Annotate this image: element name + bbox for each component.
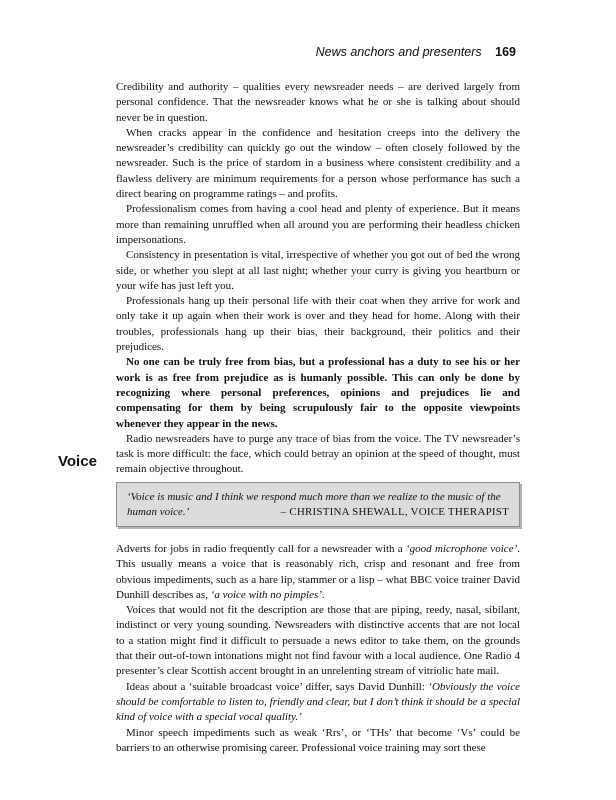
paragraph: Minor speech impediments such as weak ‘Rrs’, or ‘THs’ that become ‘Vs’ could be barriers to an otherwise promising career. Professional voice training may sort these [116,726,520,754]
running-header-title: News anchors and presenters [315,45,482,59]
quoted-phrase: ‘Obviously the voice should be comfortable to listen to, friendly and clear, but I don’t think it should be a special kind of voice with a special vocal quality.’ [116,680,520,724]
paragraph: Professionals hang up their personal life with their coat when they arrive for work and only take it up again when their work is over and they head for home. Along with their troubles, professionals hang up their bias, their background, their politics and their prejudices. [116,295,520,354]
body-text-bottom [116,542,520,756]
page-number: 169 [495,45,516,59]
section-heading: Voice [58,453,97,470]
text-run: Ideas about a ‘suitable broadcast voice’ differ, says David Dunhill: [126,680,429,693]
bold-paragraph: No one can be truly free from bias, but a professional has a duty to see his or her work is as free from prejudice as is humanly possible. This can only be done by recognizing where personal preferences, opinions and prejudices lie and compensating for them by being scrupulously fair to the opposite viewpoints whenever they appear in the news. [116,356,520,430]
paragraph: Consistency in presentation is vital, irrespective of whether you got out of bed the wrong side, or whether you slept at all last night; whether your curry is giving you heartburn or your wife has just left you. [116,249,520,292]
paragraph: When cracks appear in the confidence and hesitation creeps into the delivery the newsreader’s credibility can quickly go out the window – often closely followed by the newsreader. Such is the price of stardom in a business where consistent credibility and a flawless delivery are minimum requirements for a person whose performance has such a direct bearing on programme ratings – and profits. [116,126,520,201]
text-run: Adverts for jobs in radio frequently call for a newsreader with a [116,543,406,555]
quote-text-line2: human voice.’ [127,506,190,518]
quote-text-line1: ‘Voice is music and I think we respond much more than we realize to the music of the [127,491,501,503]
quoted-phrase: ‘a voice with no pimples’ [210,588,322,601]
quoted-phrase: ‘good microphone voice’ [405,543,518,555]
body-text-top [116,80,520,478]
paragraph: Credibility and authority – qualities every newsreader needs – are derived largely from personal confidence. That the newsreader knows what he or she is talking about should never be in question. [116,81,520,124]
quote-last-line [127,505,509,520]
paragraph: Radio newsreaders have to purge any trace of bias from the voice. The TV newsreader’s task is more difficult: the face, which could betray an opinion at the speed of thought, must remain objective throughout. [116,432,520,476]
paragraph [116,542,520,603]
text-run: . This usually means a voice that is reasonably rich, crisp and resonant and free from obvious impediments, such as a hare lip, stammer or a lisp – what BBC voice trainer David Dunhill describes as, [116,543,520,601]
quote-box [116,482,520,527]
paragraph: Voices that would not fit the description are those that are piping, reedy, nasal, sibilant, indistinct or very young sounding. Newsreaders with distinctive accents that are not local to a station might find it difficult to persuade a news editor to take them, on the grounds that their out-of-town intonations might not find favour with a local audience. One Radio 4 presenter’s clear Scottish accent brought in an unrelenting stream of vitriolic hate mail. [116,604,520,678]
paragraph: Professionalism comes from having a cool head and plenty of experience. But it means more than remaining unruffled when all around you are performing their headless chicken impersonations. [116,203,520,246]
text-run: . [321,588,325,601]
running-header [316,45,516,59]
paragraph [116,680,520,726]
quote-attribution: – CHRISTINA SHEWALL, VOICE THERAPIST [280,506,509,518]
